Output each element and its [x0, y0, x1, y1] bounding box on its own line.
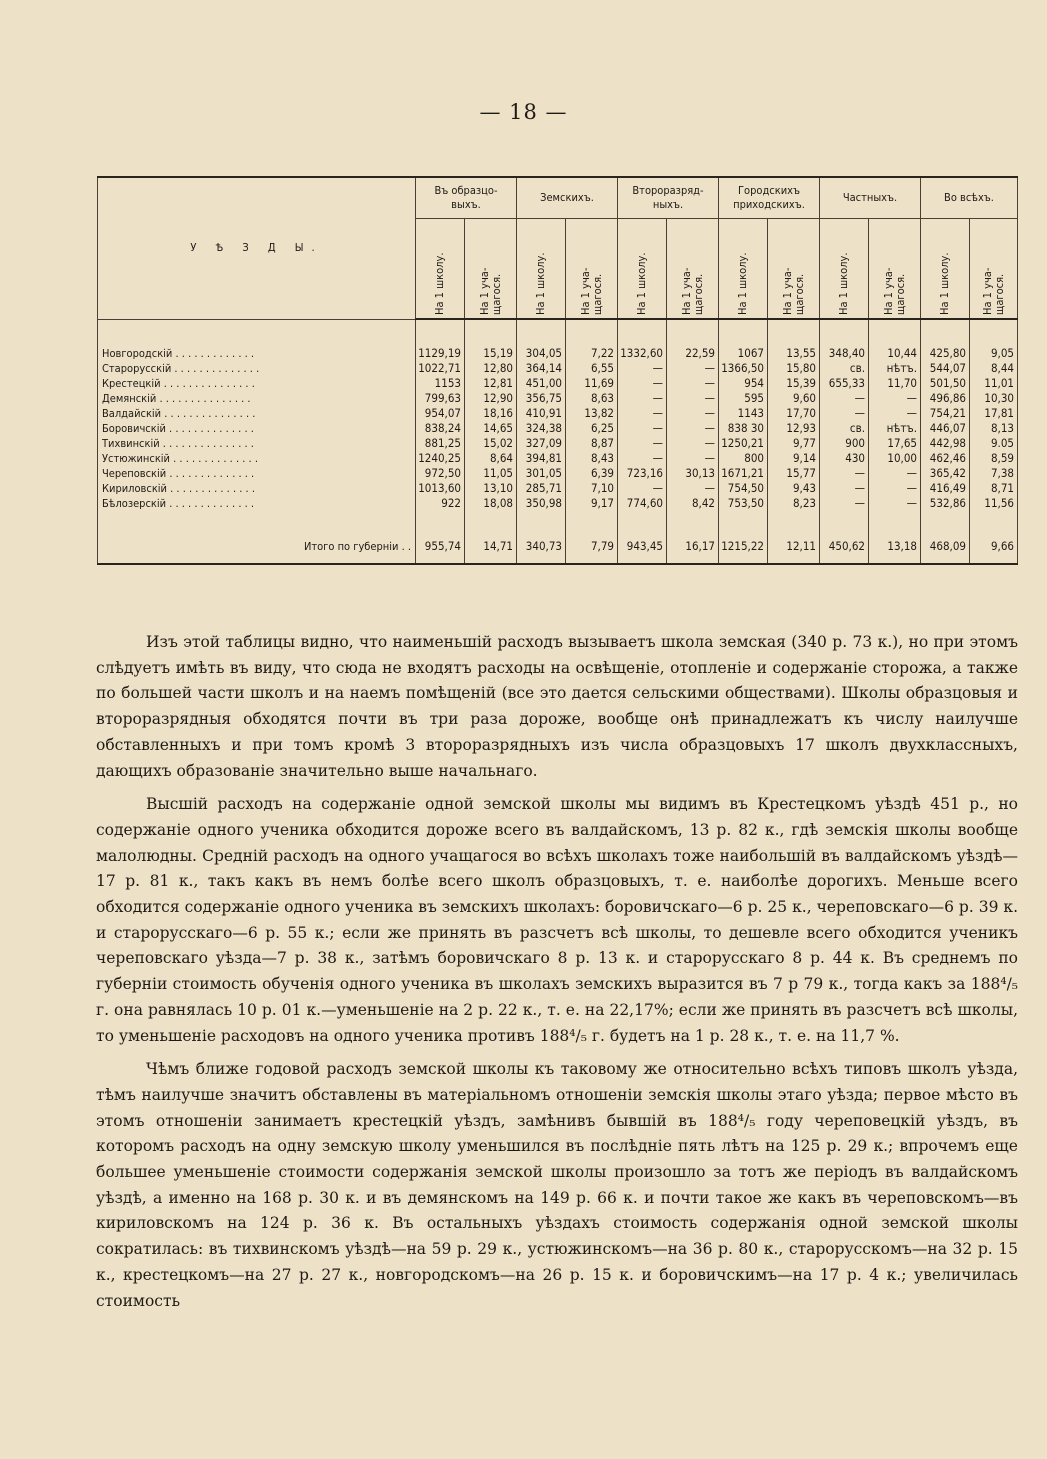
per-school-header [618, 219, 667, 320]
value-cell: 304,05 [517, 346, 566, 361]
value-cell: 13,18 [869, 529, 921, 564]
value-cell: нѣтъ. [869, 421, 921, 436]
value-cell: 972,50 [416, 466, 465, 481]
value-cell: 11,70 [869, 376, 921, 391]
value-cell: 7,10 [566, 481, 618, 496]
value-cell: 450,62 [820, 529, 869, 564]
uezd-name: Валдайскій . . . . . . . . . . . . . . . [98, 406, 416, 421]
per-school-header [719, 219, 768, 320]
per-student-header [768, 219, 820, 320]
rotated-label: На 1 уча- щагося. [780, 267, 806, 315]
uezd-name: Тихвинскій . . . . . . . . . . . . . . . [98, 436, 416, 451]
per-student-header [566, 219, 618, 320]
rotated-label: На 1 уча- щагося. [679, 267, 705, 315]
spacer-cell [416, 319, 465, 346]
page-number: — 18 — [479, 100, 568, 124]
value-cell: 9,66 [970, 529, 1018, 564]
per-school-header [820, 219, 869, 320]
value-cell: 838,24 [416, 421, 465, 436]
value-cell: 13,82 [566, 406, 618, 421]
group-header: Во всѣхъ. [921, 177, 1018, 219]
value-cell: — [618, 361, 667, 376]
value-cell: — [667, 376, 719, 391]
value-cell: 8,63 [566, 391, 618, 406]
value-cell: 15,39 [768, 376, 820, 391]
value-cell: — [667, 361, 719, 376]
value-cell: 838 30 [719, 421, 768, 436]
per-student-header [970, 219, 1018, 320]
spacer-cell [921, 511, 970, 529]
value-cell: 1366,50 [719, 361, 768, 376]
per-school-header [416, 219, 465, 320]
value-cell: 496,86 [921, 391, 970, 406]
value-cell: 8,13 [970, 421, 1018, 436]
value-cell: 9.05 [970, 436, 1018, 451]
spacer-cell [820, 319, 869, 346]
value-cell: — [667, 406, 719, 421]
value-cell: 430 [820, 451, 869, 466]
value-cell: 17,65 [869, 436, 921, 451]
spacer-cell [465, 511, 517, 529]
value-cell: 1215,22 [719, 529, 768, 564]
per-school-header [921, 219, 970, 320]
value-cell: 881,25 [416, 436, 465, 451]
value-cell: 394,81 [517, 451, 566, 466]
table-row [98, 436, 1018, 451]
spacer-row [98, 319, 1018, 346]
value-cell: 340,73 [517, 529, 566, 564]
group-header: Въ образцо- выхъ. [416, 177, 517, 219]
value-cell: 595 [719, 391, 768, 406]
value-cell: 7,79 [566, 529, 618, 564]
value-cell: — [618, 436, 667, 451]
value-cell: 501,50 [921, 376, 970, 391]
spacer-cell [98, 511, 416, 529]
value-cell: 15,77 [768, 466, 820, 481]
value-cell: 12,81 [465, 376, 517, 391]
value-cell: — [667, 421, 719, 436]
value-cell: 754,21 [921, 406, 970, 421]
paragraph-3: Чѣмъ ближе годовой расходъ земской школы къ таковому же относительно всѣхъ типовъ школъ уѣзда, тѣмъ наилучше значитъ обставлены въ матеріальномъ отношеніи земскія школы этаго уѣзда; первое мѣсто въ этомъ отношеніи занимаетъ крестецкій уѣздъ, замѣнивъ бывшій въ 188⁴/₅ году череповецкій уѣздъ, въ которомъ расходъ на одну земскую школу уменьшился въ послѣдніе пять лѣтъ на 125 р. 29 к.; впрочемъ еще большее уменьшеніе стоимости содержанія земской школы произошло за тотъ же періодъ въ валдайскомъ уѣздѣ, а именно на 168 р. 30 к. и въ демянскомъ на 149 р. 66 к. и почти такое же какъ въ череповскомъ—въ кириловскомъ на 124 р. 36 к. Въ остальныхъ уѣздахъ стоимость содержанія одной земской школы сократилась: въ тихвинскомъ уѣздѣ—на 59 р. 29 к., устюжинскомъ—на 36 р. 80 к., старорусскомъ—на 32 р. 15 к., крестецкомъ—на 27 р. 27 к., новгородскомъ—на 26 р. 15 к. и боровичскимъ—на 17 р. 4 к.; увеличилась стоимость [96, 1060, 1018, 1310]
value-cell: — [667, 436, 719, 451]
value-cell: 462,46 [921, 451, 970, 466]
per-student-header [667, 219, 719, 320]
table-row [98, 451, 1018, 466]
value-cell: 11,05 [465, 466, 517, 481]
value-cell: 9,05 [970, 346, 1018, 361]
value-cell: 10,44 [869, 346, 921, 361]
spacer-cell [618, 511, 667, 529]
spacer-cell [768, 511, 820, 529]
value-cell: 955,74 [416, 529, 465, 564]
per-student-header [869, 219, 921, 320]
table-row [98, 376, 1018, 391]
value-cell: 13,10 [465, 481, 517, 496]
value-cell: 8,23 [768, 496, 820, 511]
value-cell: 8,87 [566, 436, 618, 451]
rotated-label: На 1 школу. [433, 252, 446, 315]
paragraph-2: Высшій расходъ на содержаніе одной земской школы мы видимъ въ Крестецкомъ уѣздѣ 451 р., но содержаніе одного ученика обходится дороже всего въ валдайскомъ, 13 р. 82 к., гдѣ земскія школы вообще малолюдны. Средній расходъ на одного учащагося во всѣхъ школахъ тоже наибольшій въ валдайскомъ уѣздѣ—17 р. 81 к., такъ какъ въ немъ болѣе всего школъ образцовыхъ, т. е. наиболѣе дорогихъ. Меньше всего обходится содержаніе одного ученика въ земскихъ школахъ: боровичскаго—6 р. 25 к., череповскаго—6 р. 39 к. и старорусскаго—6 р. 55 к.; если же принять въ разсчетъ всѣ школы, то дешевле всего обходится ученикъ череповскаго уѣзда—7 р. 38 к., затѣмъ боровичскаго 8 р. 13 к. и старорусскаго 8 р. 44 к. Въ среднемъ по губерніи стоимость обученія одного ученика въ школахъ земскихъ выразится въ 7 р 79 к., тогда какъ за 188⁴/₅ г. она равнялась 10 р. 01 к.—уменьшеніе на 2 р. 22 к., т. е. на 22,17%; если же принять въ разсчетъ всѣ школы, то уменьшеніе расходовъ на одного ученика противъ 188⁴/₅ г. будетъ на 1 р. 28 к., т. е. на 11,7 %. [96, 795, 1018, 1045]
table-row [98, 361, 1018, 376]
value-cell: 1332,60 [618, 346, 667, 361]
value-cell: 9,17 [566, 496, 618, 511]
value-cell: 1143 [719, 406, 768, 421]
value-cell: 9,77 [768, 436, 820, 451]
value-cell: 14,71 [465, 529, 517, 564]
value-cell: 753,50 [719, 496, 768, 511]
value-cell: — [667, 481, 719, 496]
uezd-name: Новгородскій . . . . . . . . . . . . . [98, 346, 416, 361]
value-cell: 544,07 [921, 361, 970, 376]
table-row [98, 391, 1018, 406]
value-cell: 7,38 [970, 466, 1018, 481]
value-cell: 446,07 [921, 421, 970, 436]
value-cell: 301,05 [517, 466, 566, 481]
value-cell: 9,60 [768, 391, 820, 406]
value-cell: 6,25 [566, 421, 618, 436]
value-cell: 11,01 [970, 376, 1018, 391]
rotated-label: На 1 школу. [534, 252, 547, 315]
value-cell: 12,90 [465, 391, 517, 406]
table-row [98, 346, 1018, 361]
spacer-cell [667, 319, 719, 346]
uezd-name: Крестецкій . . . . . . . . . . . . . . . [98, 376, 416, 391]
spacer-cell [921, 319, 970, 346]
value-cell: 10,30 [970, 391, 1018, 406]
uezd-name: Кириловскій . . . . . . . . . . . . . . [98, 481, 416, 496]
value-cell: 425,80 [921, 346, 970, 361]
rotated-label: На 1 школу. [938, 252, 951, 315]
value-cell: 356,75 [517, 391, 566, 406]
spacer-cell [566, 511, 618, 529]
group-header: Земскихъ. [517, 177, 618, 219]
group-header: Второразряд- ныхъ. [618, 177, 719, 219]
value-cell: 14,65 [465, 421, 517, 436]
value-cell: — [869, 466, 921, 481]
rotated-label: На 1 школу. [635, 252, 648, 315]
value-cell: 365,42 [921, 466, 970, 481]
total-row [98, 529, 1018, 564]
spacer-cell [719, 511, 768, 529]
value-cell: — [820, 496, 869, 511]
value-cell: 954 [719, 376, 768, 391]
table-row [98, 481, 1018, 496]
value-cell: — [820, 466, 869, 481]
uezd-name: Боровичскій . . . . . . . . . . . . . . [98, 421, 416, 436]
rotated-label: На 1 уча- щагося. [578, 267, 604, 315]
value-cell: 655,33 [820, 376, 869, 391]
spacer-cell [416, 511, 465, 529]
value-cell: 8,64 [465, 451, 517, 466]
value-cell: 6,39 [566, 466, 618, 481]
spacer-cell [820, 511, 869, 529]
per-school-header [517, 219, 566, 320]
header-uezdy: У Ѣ З Д Ы. [98, 177, 416, 319]
spacer-cell [618, 319, 667, 346]
value-cell: 1250,21 [719, 436, 768, 451]
spacer-cell [517, 511, 566, 529]
value-cell: 451,00 [517, 376, 566, 391]
spacer-cell [719, 319, 768, 346]
table-row [98, 421, 1018, 436]
value-cell: 285,71 [517, 481, 566, 496]
spacer-cell [465, 319, 517, 346]
value-cell: 468,09 [921, 529, 970, 564]
value-cell: 1671,21 [719, 466, 768, 481]
value-cell: — [618, 451, 667, 466]
rotated-label: На 1 уча- щагося. [881, 267, 907, 315]
value-cell: 327,09 [517, 436, 566, 451]
spacer-cell [667, 511, 719, 529]
value-cell: 12,93 [768, 421, 820, 436]
value-cell: — [618, 376, 667, 391]
value-cell: 922 [416, 496, 465, 511]
paragraph-1: Изъ этой таблицы видно, что наименьшій расходъ вызываетъ школа земская (340 р. 73 к.), но при этомъ слѣдуетъ имѣть въ виду, что сюда не входятъ расходы на освѣщеніе, отопленіе и содержаніе сторожа, а также по большей части школъ и на наемъ помѣщеній (все это дается сельскими обществами). Школы образцовыя и второразрядныя обходятся почти въ три раза дороже, вообще онѣ принадлежатъ къ числу наилучше обставленныхъ и при томъ кромѣ 3 второразрядныхъ изъ числа образцовыхъ 17 школъ двухклассныхъ, дающихъ образованіе значительно выше начальнаго. [96, 633, 1018, 780]
value-cell: 8,44 [970, 361, 1018, 376]
value-cell: — [618, 406, 667, 421]
uezd-name: Демянскій . . . . . . . . . . . . . . . [98, 391, 416, 406]
body-text [96, 630, 1018, 1322]
value-cell: 799,63 [416, 391, 465, 406]
value-cell: 16,17 [667, 529, 719, 564]
uezd-name: Бѣлозерскій . . . . . . . . . . . . . . [98, 496, 416, 511]
value-cell: 350,98 [517, 496, 566, 511]
value-cell: 17,81 [970, 406, 1018, 421]
value-cell: 11,69 [566, 376, 618, 391]
value-cell: 900 [820, 436, 869, 451]
spacer-cell [970, 511, 1018, 529]
value-cell: 943,45 [618, 529, 667, 564]
table-row [98, 466, 1018, 481]
value-cell: 30,13 [667, 466, 719, 481]
value-cell: 1067 [719, 346, 768, 361]
value-cell: 9,43 [768, 481, 820, 496]
value-cell: — [869, 406, 921, 421]
value-cell: 15,02 [465, 436, 517, 451]
value-cell: — [667, 451, 719, 466]
value-cell: 22,59 [667, 346, 719, 361]
value-cell: 13,55 [768, 346, 820, 361]
value-cell: — [869, 481, 921, 496]
uezd-name: Устюжинскій . . . . . . . . . . . . . . [98, 451, 416, 466]
value-cell: 12,80 [465, 361, 517, 376]
value-cell: 7,22 [566, 346, 618, 361]
value-cell: нѣтъ. [869, 361, 921, 376]
value-cell: 15,80 [768, 361, 820, 376]
uezd-name: Итого по губерніи . . [98, 529, 416, 564]
spacer-cell [98, 319, 416, 346]
value-cell: 10,00 [869, 451, 921, 466]
value-cell: 532,86 [921, 496, 970, 511]
spacer-cell [517, 319, 566, 346]
value-cell: св. [820, 421, 869, 436]
spacer-cell [970, 319, 1018, 346]
rotated-label: На 1 школу. [736, 252, 749, 315]
value-cell: 1153 [416, 376, 465, 391]
value-cell: 723,16 [618, 466, 667, 481]
value-cell: 1022,71 [416, 361, 465, 376]
value-cell: 1240,25 [416, 451, 465, 466]
value-cell: 8,71 [970, 481, 1018, 496]
value-cell: — [820, 481, 869, 496]
value-cell: 11,56 [970, 496, 1018, 511]
value-cell: — [869, 496, 921, 511]
value-cell: — [618, 391, 667, 406]
value-cell: — [618, 481, 667, 496]
value-cell: 12,11 [768, 529, 820, 564]
value-cell: 442,98 [921, 436, 970, 451]
per-student-header [465, 219, 517, 320]
spacer-cell [768, 319, 820, 346]
value-cell: — [820, 406, 869, 421]
value-cell: — [869, 391, 921, 406]
rotated-label: На 1 уча- щагося. [980, 267, 1006, 315]
rotated-label: На 1 школу. [837, 252, 850, 315]
uezd-name: Череповскій . . . . . . . . . . . . . . [98, 466, 416, 481]
value-cell: 8,42 [667, 496, 719, 511]
value-cell: 954,07 [416, 406, 465, 421]
value-cell: 800 [719, 451, 768, 466]
spacer-cell [869, 319, 921, 346]
value-cell: 6,55 [566, 361, 618, 376]
value-cell: — [618, 421, 667, 436]
table-row [98, 496, 1018, 511]
spacer-row [98, 511, 1018, 529]
value-cell: — [820, 391, 869, 406]
value-cell: 18,08 [465, 496, 517, 511]
value-cell: 774,60 [618, 496, 667, 511]
uezd-name: Старорусскій . . . . . . . . . . . . . . [98, 361, 416, 376]
value-cell: 18,16 [465, 406, 517, 421]
rotated-label: На 1 уча- щагося. [477, 267, 503, 315]
group-header: Частныхъ. [820, 177, 921, 219]
value-cell: св. [820, 361, 869, 376]
expenses-table [97, 176, 1017, 606]
value-cell: 8,59 [970, 451, 1018, 466]
value-cell: 348,40 [820, 346, 869, 361]
value-cell: 410,91 [517, 406, 566, 421]
group-header: Городскихъ приходскихъ. [719, 177, 820, 219]
value-cell: 754,50 [719, 481, 768, 496]
value-cell: 364,14 [517, 361, 566, 376]
value-cell: 9,14 [768, 451, 820, 466]
spacer-cell [566, 319, 618, 346]
value-cell: — [667, 391, 719, 406]
value-cell: 17,70 [768, 406, 820, 421]
spacer-cell [869, 511, 921, 529]
table-row [98, 406, 1018, 421]
value-cell: 8,43 [566, 451, 618, 466]
value-cell: 1013,60 [416, 481, 465, 496]
value-cell: 1129,19 [416, 346, 465, 361]
value-cell: 324,38 [517, 421, 566, 436]
value-cell: 416,49 [921, 481, 970, 496]
value-cell: 15,19 [465, 346, 517, 361]
